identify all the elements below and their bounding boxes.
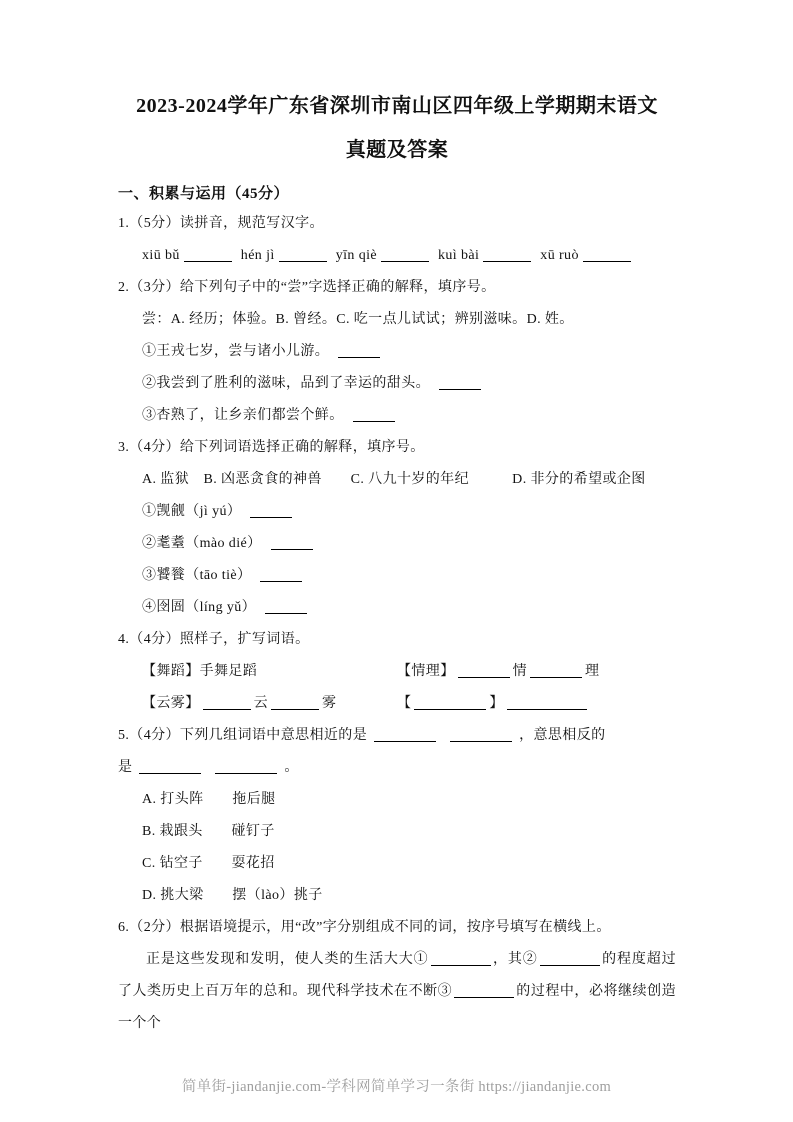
q1-pinyin-4: kuì bài (438, 248, 480, 263)
q5-answer-blank-4 (215, 757, 277, 774)
q1-answer-blank-4 (483, 245, 531, 262)
q5-option-c: C. 钻空子 耍花招 (142, 856, 275, 871)
question-1 (118, 208, 676, 272)
q5-option-d: D. 挑大梁 摆（lào）挑子 (142, 888, 323, 903)
q5-option-b: B. 栽跟头 碰钉子 (142, 824, 275, 839)
q1-pinyin-1: xiū bǔ (142, 248, 180, 263)
q4-r3-blank-2 (507, 693, 587, 710)
section-1-heading: 一、积累与运用（45分） (118, 186, 290, 202)
q4-r1-word-1: 情 (512, 664, 528, 679)
q6-answer-blank-1 (431, 949, 491, 966)
q3-item-3-text: ③饕餮（tāo tiè） (142, 568, 252, 583)
q4-example-1: 【舞蹈】手舞足蹈 (142, 664, 258, 679)
footer-watermark: 简单街-jiandanjie.com-学科网简单学习一条街 https://jiandanjie.com (181, 1079, 612, 1095)
q2-answer-blank-1 (338, 341, 380, 358)
document-title (118, 84, 676, 172)
q2-stem: 2.（3分）给下列句子中的“尝”字选择正确的解释，填序号。 (118, 280, 496, 295)
q3-stem: 3.（4分）给下列词语选择正确的解释，填序号。 (118, 440, 425, 455)
q2-item-1 (118, 336, 676, 368)
q6-passage-seg-4: 的过程中，必将继续创造一个个 (118, 984, 676, 1031)
q1-pinyin-3: yīn qiè (335, 248, 377, 263)
title-line-1: 2023-2024学年广东省深圳市南山区四年级上学期期末语文 (136, 95, 658, 117)
q4-r3-open-bracket: 【 (397, 696, 412, 711)
q4-row-1 (118, 656, 676, 688)
q6-answer-blank-2 (540, 949, 600, 966)
q5-stem-line-2 (118, 752, 676, 784)
q5-stem-text-3: 是 (118, 760, 133, 775)
q6-passage-seg-2: ，其② (492, 952, 538, 967)
q2-item-3-text: ③杏熟了，让乡亲们都尝个鲜。 (142, 408, 344, 423)
q2-item-2 (118, 368, 676, 400)
q6-stem: 6.（2分）根据语境提示，用“改”字分别组成不同的词，按序号填写在横线上。 (118, 920, 611, 935)
q4-r2-blank-1 (203, 693, 251, 710)
q1-pinyin-line (118, 240, 676, 272)
q1-answer-blank-5 (583, 245, 631, 262)
title-line-2: 真题及答案 (345, 139, 449, 161)
q2-item-1-text: ①王戎七岁，尝与诸小儿游。 (142, 344, 330, 359)
q2-answer-blank-2 (439, 373, 481, 390)
q3-item-3 (118, 560, 676, 592)
q2-answer-blank-3 (353, 405, 395, 422)
q3-item-2 (118, 528, 676, 560)
q4-r1-blank-1 (458, 661, 510, 678)
q4-row-2 (118, 688, 676, 720)
q3-answer-blank-4 (265, 597, 307, 614)
q4-fill-row-3 (397, 688, 676, 720)
q3-item-4-text: ④囹圄（líng yǔ） (142, 600, 257, 615)
q4-fill-row-2 (142, 688, 397, 720)
q1-pinyin-5: xū ruò (540, 248, 579, 263)
q5-answer-blank-1 (374, 725, 436, 742)
q3-answer-blank-1 (250, 501, 292, 518)
q2-options: 尝：A. 经历；体验。B. 曾经。C. 吃一点儿试试；辨别滋味。D. 姓。 (142, 312, 574, 327)
question-3 (118, 432, 676, 624)
q4-fill-row-1 (397, 656, 676, 688)
q2-item-3 (118, 400, 676, 432)
q6-answer-blank-3 (454, 981, 514, 998)
q4-r1-label: 【情理】 (397, 664, 455, 679)
q3-item-4 (118, 592, 676, 624)
q6-passage-seg-3: 的程度超过了人类历史上百万年的总和。现代科学技术在不断③ (118, 952, 677, 999)
q6-passage (118, 944, 676, 1040)
q3-options: A. 监狱 B. 凶恶贪食的神兽 C. 八九十岁的年纪 D. 非分的希望或企图 (142, 472, 646, 487)
q5-answer-blank-3 (139, 757, 201, 774)
q3-item-2-text: ②耄耋（mào dié） (142, 536, 262, 551)
q4-r2-label: 【云雾】 (142, 696, 200, 711)
q5-stem-text-1: 5.（4分）下列几组词语中意思相近的是 (118, 728, 368, 743)
q4-r1-word-2: 理 (585, 664, 600, 679)
q4-r1-blank-2 (530, 661, 582, 678)
q4-stem: 4.（4分）照样子，扩写词语。 (118, 632, 310, 647)
q3-answer-blank-3 (260, 565, 302, 582)
q6-passage-seg-1: 正是这些发现和发明，使人类的生活大大① (146, 952, 429, 967)
q5-answer-blank-2 (450, 725, 512, 742)
q4-r2-blank-2 (271, 693, 319, 710)
q3-item-1 (118, 496, 676, 528)
q1-answer-blank-2 (279, 245, 327, 262)
q4-r2-word-1: 云 (253, 696, 269, 711)
q4-r2-word-2: 雾 (322, 696, 337, 711)
q3-item-1-text: ①觊觎（jì yú） (142, 504, 242, 519)
question-5 (118, 720, 676, 912)
q4-r3-close-bracket: 】 (489, 696, 504, 711)
q5-option-a: A. 打头阵 拖后腿 (142, 792, 276, 807)
q1-answer-blank-1 (184, 245, 232, 262)
q5-stem-line-1 (118, 720, 676, 752)
q3-answer-blank-2 (271, 533, 313, 550)
question-2 (118, 272, 676, 432)
q1-answer-blank-3 (381, 245, 429, 262)
q2-item-2-text: ②我尝到了胜利的滋味，品到了幸运的甜头。 (142, 376, 430, 391)
question-6 (118, 912, 676, 1040)
q1-stem: 1.（5分）读拼音，规范写汉字。 (118, 216, 324, 231)
q4-r3-blank-1 (414, 693, 486, 710)
q5-stem-text-4: 。 (284, 760, 299, 775)
question-4 (118, 624, 676, 720)
q5-stem-text-2: ，意思相反的 (519, 728, 606, 743)
q1-pinyin-2: hén jì (240, 248, 275, 263)
